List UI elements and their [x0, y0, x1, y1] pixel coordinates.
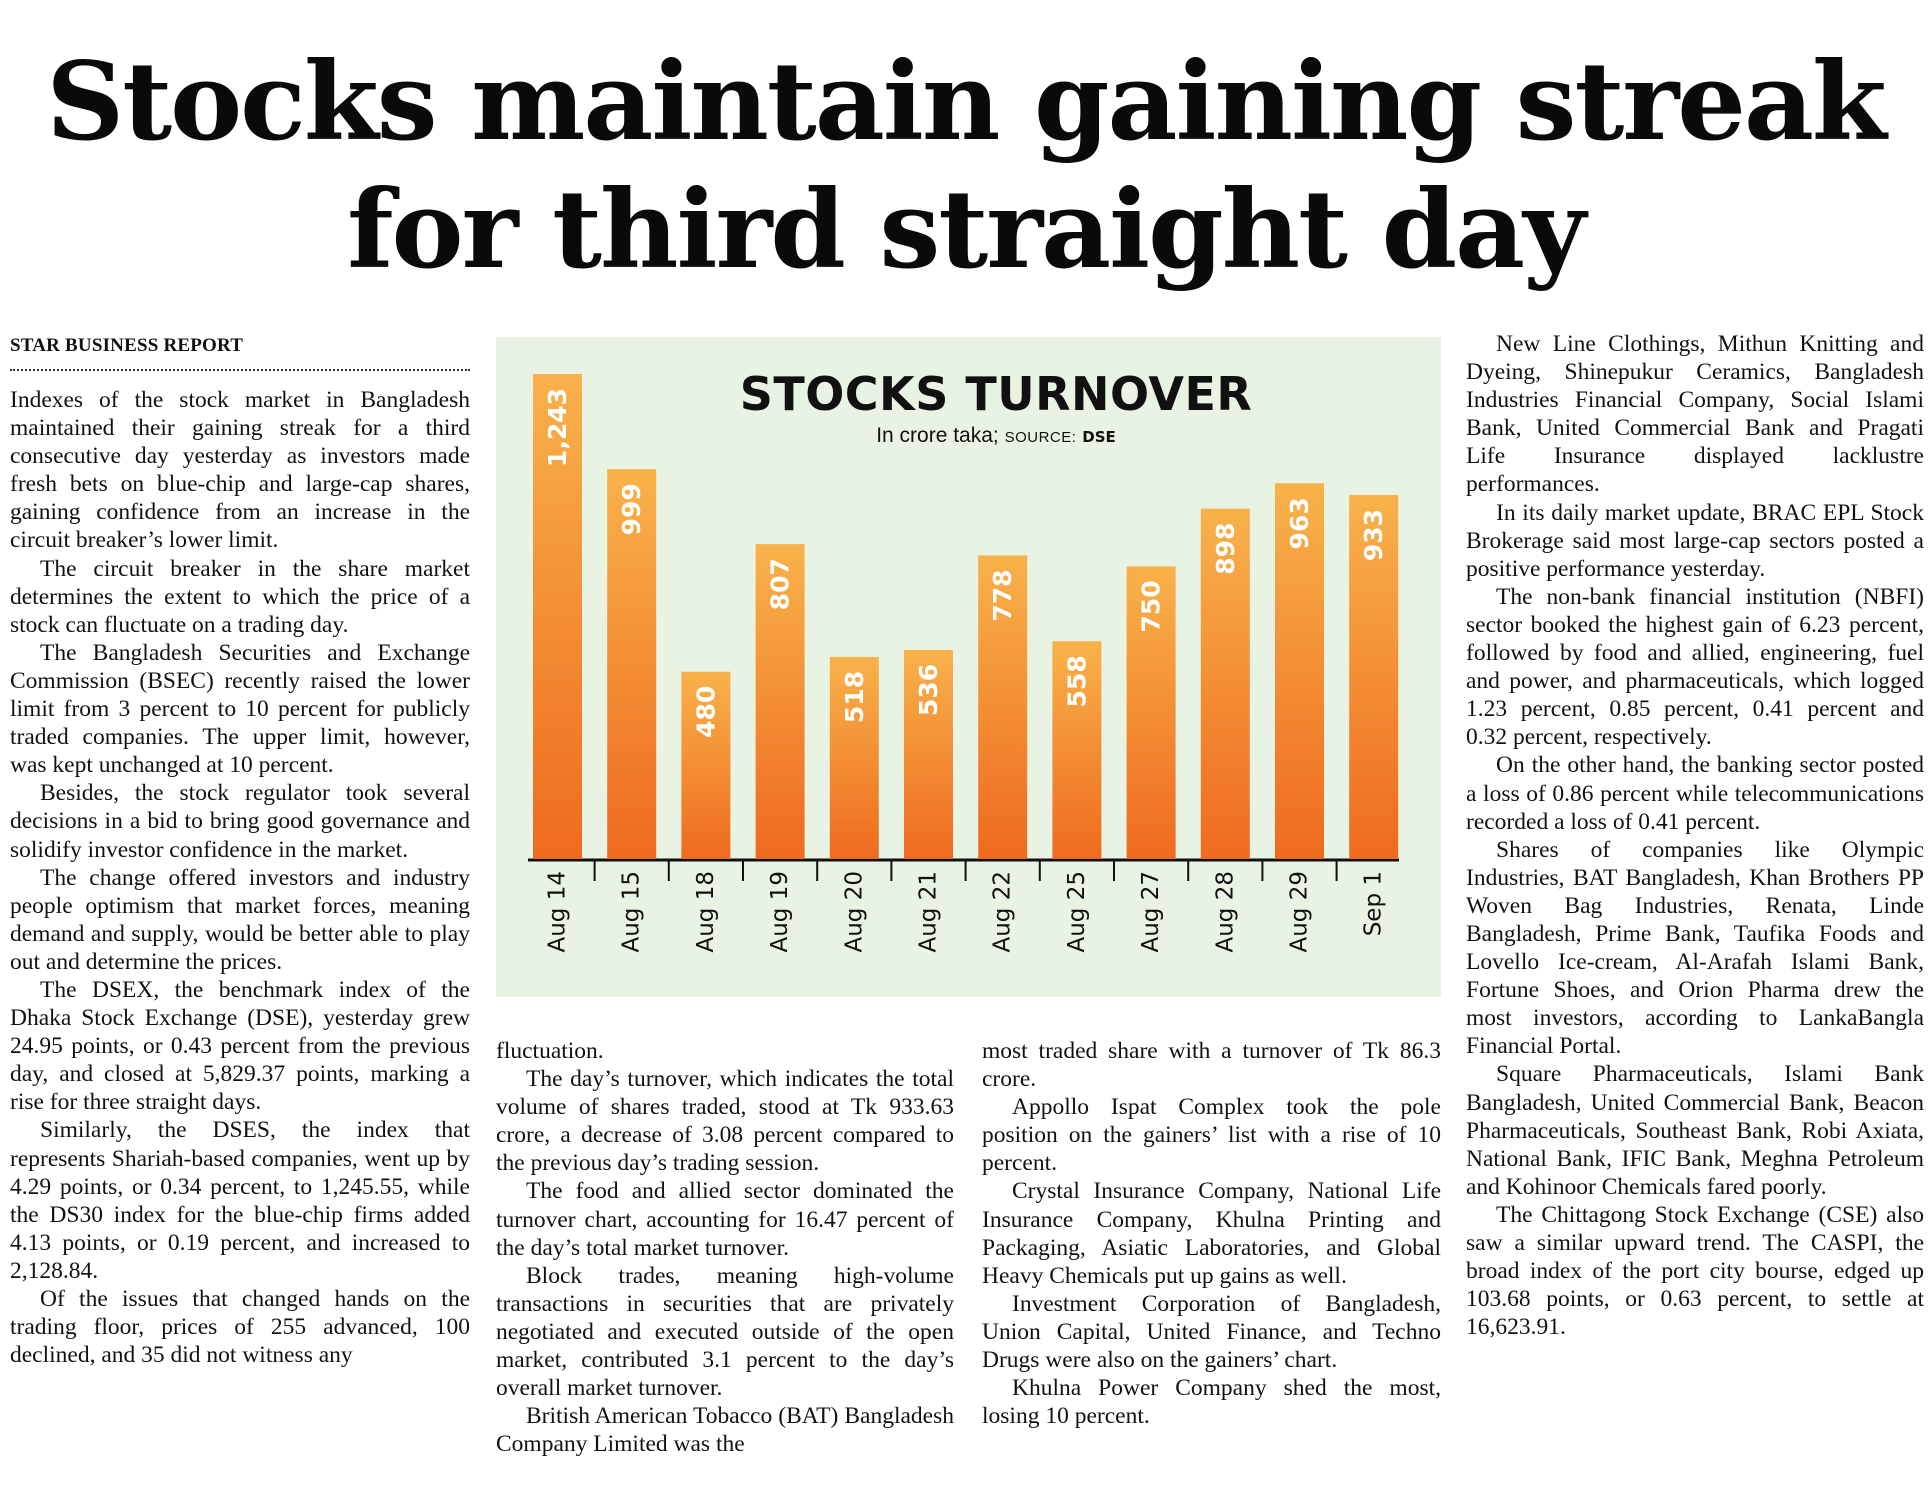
x-tick-label: Aug 14 — [544, 871, 571, 953]
bar-value-label: 898 — [1210, 522, 1240, 575]
paragraph: Besides, the stock regulator took several decisions in a bid to bring good governance and solidify investor confidence in the market. — [10, 780, 470, 863]
bar-value-label: 536 — [914, 663, 943, 717]
article-column-3 — [982, 1037, 1441, 1430]
paragraph: New Line Clothings, Mithun Knitting and Dyeing, Shinepukur Ceramics, Bangladesh Industries Financial Company, Social Islami Bank, United Commercial Bank and Pragati Life Insurance displayed lacklustre performances. — [1466, 331, 1924, 498]
chart-title: STOCKS TURNOVER — [739, 367, 1253, 421]
paragraph: The day’s turnover, which indicates the total volume of shares traded, stood at Tk 933.63 crore, a decrease of 3.08 percent compared to the previous day’s trading session. — [496, 1066, 954, 1177]
paragraph: The DSEX, the benchmark index of the Dhaka Stock Exchange (DSE), yesterday grew 24.95 points, or 0.43 percent from the previous day, and closed at 5,829.37 points, marking a rise for three straight days. — [10, 976, 470, 1116]
turnover-chart — [496, 337, 1441, 997]
x-tick-label: Aug 27 — [1138, 871, 1165, 953]
paragraph: Investment Corporation of Bangladesh, Union Capital, United Finance, and Techno Drugs were also on the gainers’ chart. — [982, 1290, 1441, 1374]
bar-value-label: 999 — [617, 483, 647, 536]
byline-divider — [10, 369, 470, 371]
article-column-2 — [496, 1037, 954, 1458]
bar-value-label: 1,243 — [543, 388, 572, 468]
bar-value-label: 480 — [691, 685, 721, 738]
paragraph: most traded share with a turnover of Tk 86.3 crore. — [982, 1038, 1441, 1093]
paragraph: Block trades, meaning high-volume transactions in securities that are privately negotiated and executed outside of the open market, contributed 3.1 percent to the day’s overall market turnover. — [496, 1262, 954, 1402]
headline-line-1: Stocks maintain gaining streak — [46, 39, 1885, 165]
paragraph: Crystal Insurance Company, National Life Insurance Company, Khulna Printing and Packaging, Asiatic Laboratories, and Global Heavy Chemicals put up gains as well. — [982, 1178, 1441, 1289]
paragraph: The circuit breaker in the share market determines the extent to which the price of a stock can fluctuate on a trading day. — [10, 555, 470, 638]
x-tick-label: Aug 25 — [1063, 871, 1090, 953]
x-tick-label: Aug 19 — [767, 871, 794, 953]
paragraph: In its daily market update, BRAC EPL Stock Brokerage said most large-cap sectors posted a positive performance yesterday. — [1466, 499, 1924, 582]
byline: STAR BUSINESS REPORT — [10, 335, 244, 356]
bar-value-label: 750 — [1136, 580, 1166, 633]
paragraph: fluctuation. — [496, 1038, 604, 1064]
x-tick-label: Aug 28 — [1212, 871, 1239, 953]
bar-value-label: 963 — [1285, 497, 1314, 550]
paragraph: Khulna Power Company shed the most, losing 10 percent. — [982, 1375, 1441, 1430]
paragraph: Indexes of the stock market in Bangladesh maintained their gaining streak for a third consecutive day yesterday as investors made fresh bets on blue-chip and large-cap shares, gaining confidence from an increase in the circuit breaker’s lower limit. — [10, 387, 470, 554]
paragraph: The Chittagong Stock Exchange (CSE) also saw a similar upward trend. The CASPI, the broad index of the port city bourse, edged up 103.68 points, or 0.63 percent, to settle at 16,623.91. — [1466, 1201, 1924, 1341]
x-tick-label: Aug 18 — [692, 871, 719, 953]
x-tick-label: Aug 20 — [841, 871, 868, 953]
x-tick-label: Aug 22 — [989, 871, 1016, 953]
paragraph: Square Pharmaceuticals, Islami Bank Bangladesh, United Commercial Bank, Beacon Pharmaceuticals, Southeast Bank, Robi Axiata, National Bank, IFIC Bank, Meghna Petroleum and Kohinoor Chemicals fared poorly. — [1466, 1061, 1924, 1200]
bar-value-label: 778 — [988, 569, 1018, 622]
paragraph: British American Tobacco (BAT) Bangladesh Company Limited was the — [496, 1403, 954, 1458]
paragraph: Shares of companies like Olympic Industries, BAT Bangladesh, Khan Brothers PP Woven Bag Industries, Renata, Linde Bangladesh, Prime Bank, Taufika Foods and Lovello Ice-cream, Al-Arafah Islami Bank, Fortune Shoes, and Orion Pharma drew the most investors, according to LankaBangla Financial Portal. — [1466, 836, 1924, 1060]
article-column-1 — [10, 386, 470, 1369]
paragraph: Appollo Ispat Complex took the pole position on the gainers’ list with a rise of 10 percent. — [982, 1094, 1441, 1177]
bar-value-label: 518 — [839, 670, 869, 724]
paragraph: On the other hand, the banking sector posted a loss of 0.86 percent while telecommunications recorded a loss of 0.41 percent. — [1466, 752, 1924, 835]
chart-unit: In crore taka; — [876, 424, 999, 447]
paragraph: The change offered investors and industry people optimism that market forces, meaning demand and supply, would be better able to play out and determine the prices. — [10, 864, 470, 975]
bar-value-label: 807 — [765, 558, 795, 611]
x-tick-label: Sep 1 — [1360, 871, 1387, 937]
paragraph: The food and allied sector dominated the turnover chart, accounting for 16.47 percent of the day’s total market turnover. — [496, 1178, 954, 1261]
x-tick-label: Aug 21 — [915, 871, 942, 953]
paragraph: Of the issues that changed hands on the trading floor, prices of 255 advanced, 100 declined, and 35 did not witness any — [10, 1286, 470, 1369]
chart-source: DSE — [1082, 428, 1116, 446]
bar-value-label: 558 — [1062, 655, 1092, 708]
bar-value-label: 933 — [1359, 508, 1389, 562]
headline-line-2: for third straight day — [347, 167, 1584, 293]
paragraph: Similarly, the DSES, the index that represents Shariah-based companies, went up by 4.29 points, or 0.34 percent, to 1,245.55, while the DS30 index for the blue-chip firms added 4.13 points, or 0.19 percent, and increased to 2,128.84. — [10, 1117, 470, 1284]
paragraph: The Bangladesh Securities and Exchange Commission (BSEC) recently raised the lower limit from 3 percent to 10 percent for publicly traded companies. The upper limit, however, was kept unchanged at 10 percent. — [10, 639, 470, 779]
chart-plot — [496, 337, 1441, 997]
article-column-4 — [1466, 330, 1924, 1341]
x-tick-label: Aug 15 — [618, 871, 645, 953]
headline — [0, 38, 1931, 294]
x-tick-label: Aug 29 — [1286, 871, 1313, 953]
chart-source-label: SOURCE: — [1004, 429, 1077, 446]
paragraph: The non-bank financial institution (NBFI) sector booked the highest gain of 6.23 percent, followed by food and allied, engineering, fuel and power, and pharmaceuticals, which logged 1.23 percent, 0.85 percent, 0.41 percent and 0.32 percent, respectively. — [1466, 583, 1924, 751]
